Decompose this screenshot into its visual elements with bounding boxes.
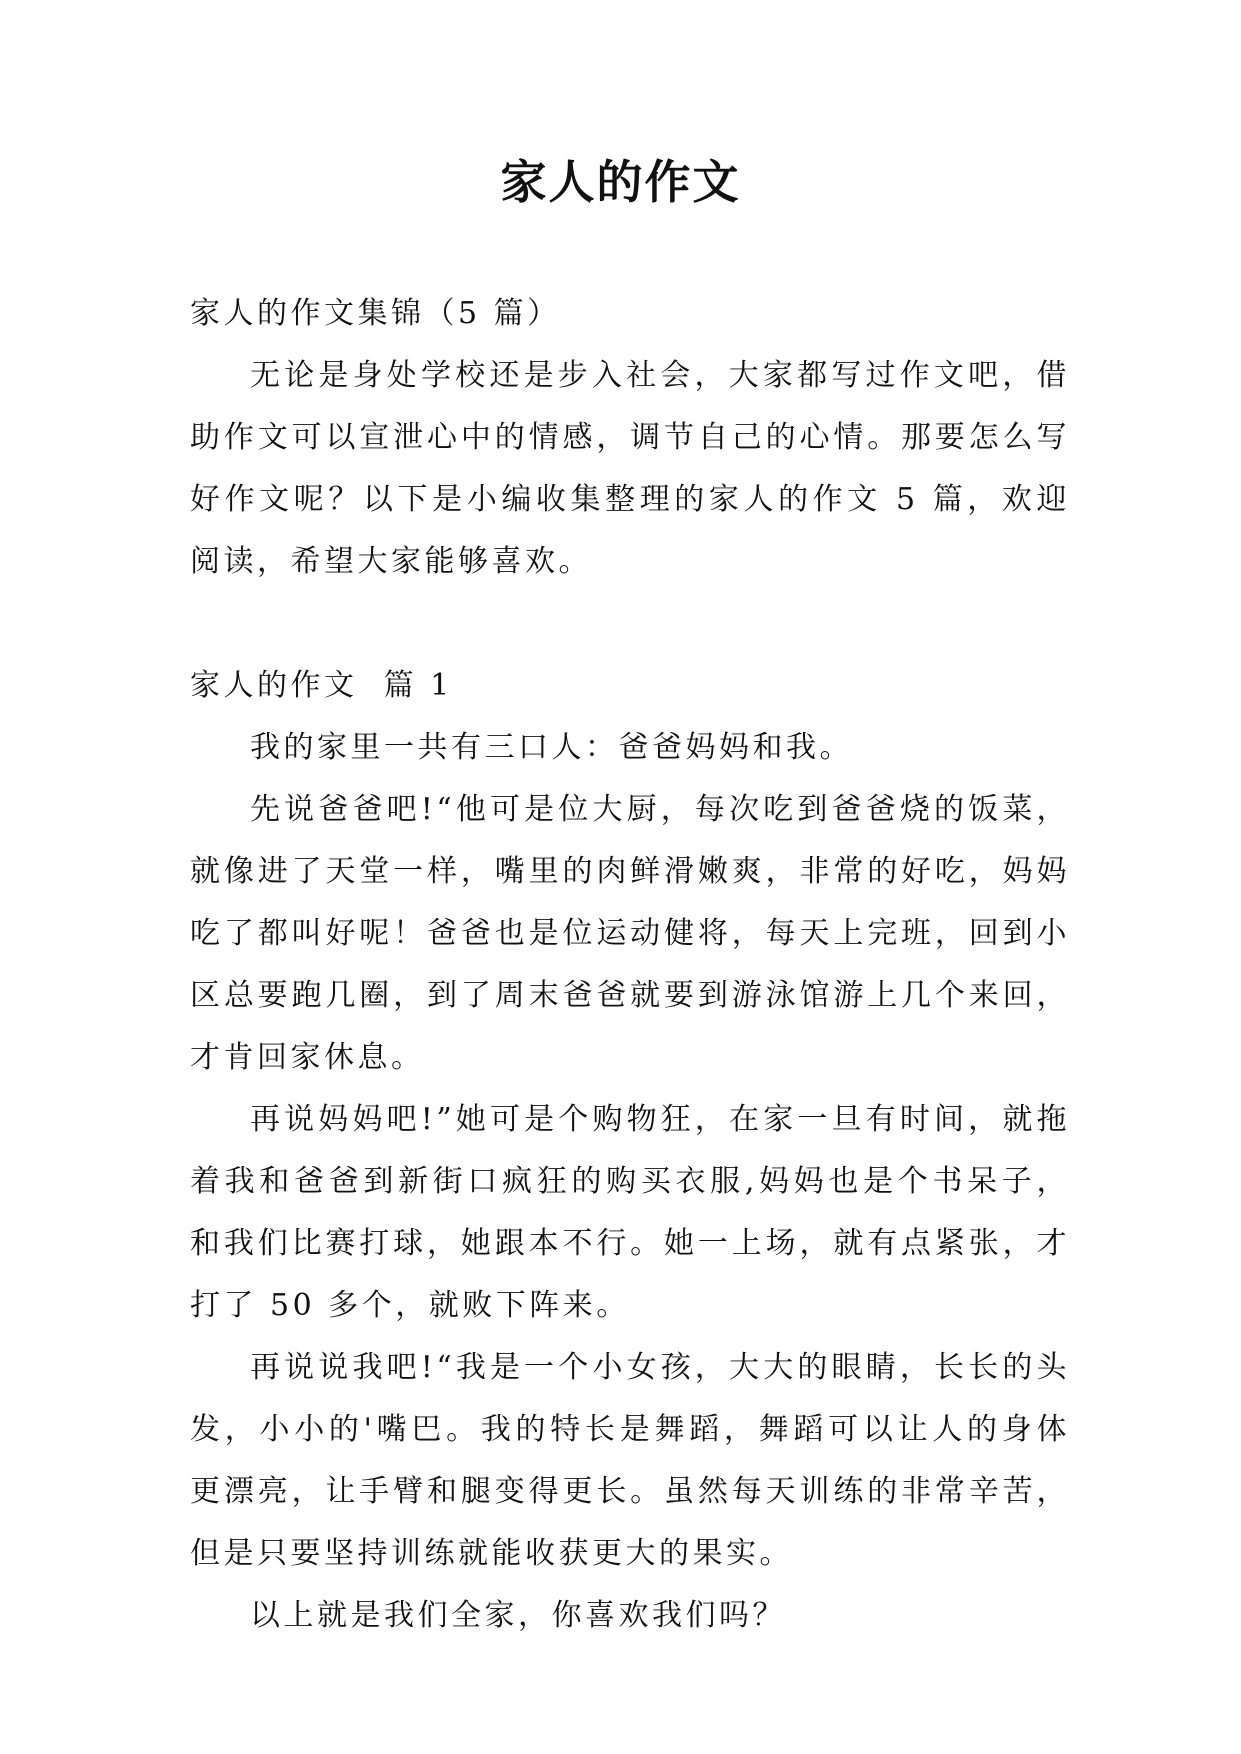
intro-paragraph: 无论是身处学校还是步入社会，大家都写过作文吧，借助作文可以宣泄心中的情感，调节自己的心情。那要怎么写好作文呢？以下是小编收集整理的家人的作文 5 篇，欢迎阅读，希望大家能够喜欢。 [190, 358, 1070, 579]
body-paragraph: 先说爸爸吧!“他可是位大厨，每次吃到爸爸烧的饭菜，就像进了天堂一样，嘴里的肉鲜滑嫩爽，非常的好吃，妈妈吃了都叫好呢！爸爸也是位运动健将，每天上完班，回到小区总要跑几圈，到了周末爸爸就要到游泳馆游上几个来回，才肯回家休息。 [190, 792, 1070, 1075]
body-paragraph: 我的家里一共有三口人：爸爸妈妈和我。 [250, 730, 853, 765]
document-body [190, 283, 1070, 1647]
body-paragraph: 再说妈妈吧!”她可是个购物狂，在家一旦有时间，就拖着我和爸爸到新街口疯狂的购买衣服,妈妈也是个书呆子，和我们比赛打球，她跟本不行。她一上场，就有点紧张，才打了 50 多个，就败下阵来。 [190, 1102, 1070, 1323]
section-spacer [190, 593, 1070, 655]
document-title: 家人的作文 [500, 155, 741, 209]
section-heading: 家人的作文 篇 1 [190, 668, 453, 703]
collection-heading: 家人的作文集锦（5 篇） [190, 296, 561, 331]
body-paragraph: 再说说我吧!“我是一个小女孩，大大的眼睛，长长的头发，小小的'嘴巴。我的特长是舞蹈，舞蹈可以让人的身体更漂亮，让手臂和腿变得更长。虽然每天训练的非常辛苦，但是只要坚持训练就能收获更大的果实。 [190, 1350, 1070, 1571]
body-paragraph: 以上就是我们全家，你喜欢我们吗？ [250, 1598, 786, 1633]
